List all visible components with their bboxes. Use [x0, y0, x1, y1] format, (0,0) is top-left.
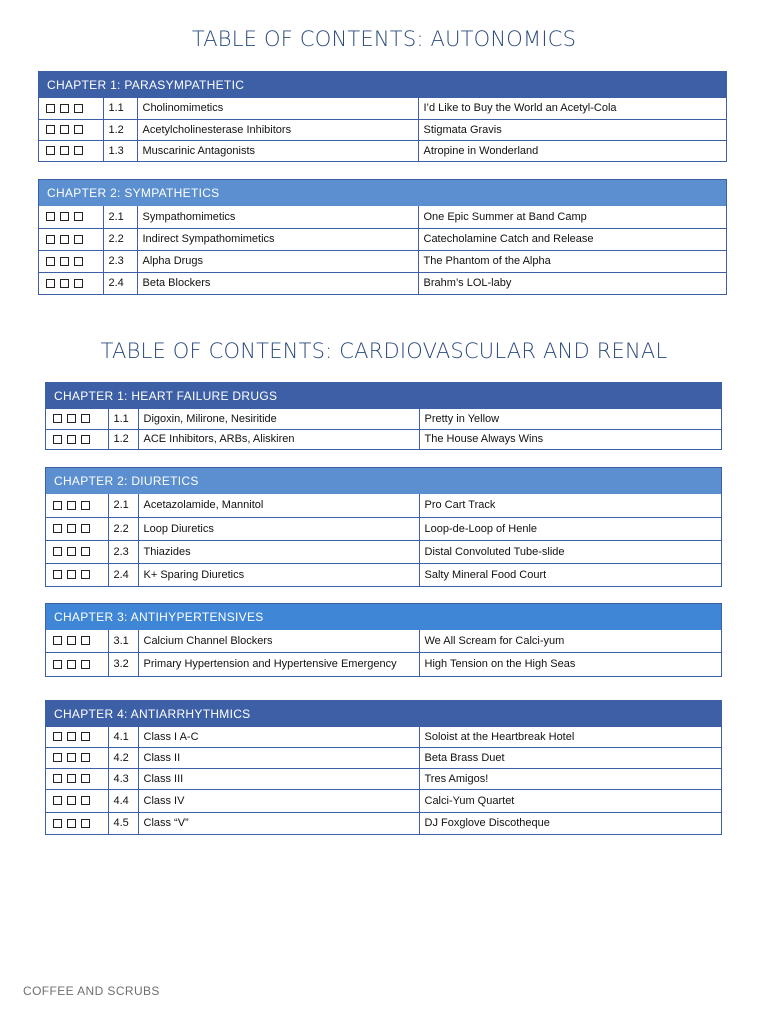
- section-number: 1.1: [103, 98, 137, 119]
- table-row: [46, 630, 721, 652]
- section-number: 1.3: [103, 140, 137, 161]
- chapter-header: CHAPTER 1: HEART FAILURE DRUGS: [46, 383, 721, 409]
- table-row: [46, 517, 721, 540]
- checkbox[interactable]: [81, 636, 90, 645]
- checkbox-group: [46, 652, 108, 676]
- section-number: 3.1: [108, 630, 138, 652]
- section-number: 2.3: [108, 540, 138, 563]
- checkbox[interactable]: [81, 660, 90, 669]
- section-story: Salty Mineral Food Court: [419, 563, 721, 586]
- section-topic: Thiazides: [138, 540, 419, 563]
- checkbox[interactable]: [67, 524, 76, 533]
- checkbox[interactable]: [67, 570, 76, 579]
- section-topic: Sympathomimetics: [137, 206, 418, 228]
- chapter-sympathetics: [38, 179, 727, 295]
- checkbox-group: [46, 409, 108, 429]
- checkbox[interactable]: [67, 732, 76, 741]
- checkbox[interactable]: [60, 279, 69, 288]
- section-story: Loop-de-Loop of Henle: [419, 517, 721, 540]
- checkbox[interactable]: [81, 753, 90, 762]
- table-row: [46, 812, 721, 834]
- checkbox[interactable]: [74, 212, 83, 221]
- section-number: 4.3: [108, 768, 138, 789]
- checkbox-group: [46, 517, 108, 540]
- section-topic: Calcium Channel Blockers: [138, 630, 419, 652]
- checkbox-group: [46, 727, 108, 747]
- chapter-parasympathetic: [38, 71, 727, 162]
- checkbox[interactable]: [46, 257, 55, 266]
- section-topic: Alpha Drugs: [137, 250, 418, 272]
- chapter-table: [46, 630, 721, 676]
- autonomics-title: TABLE OF CONTENTS: AUTONOMICS: [191, 27, 577, 51]
- chapter-table: [46, 727, 721, 834]
- checkbox[interactable]: [53, 774, 62, 783]
- section-story: Pro Cart Track: [419, 494, 721, 517]
- checkbox[interactable]: [46, 212, 55, 221]
- checkbox[interactable]: [53, 819, 62, 828]
- checkbox[interactable]: [60, 257, 69, 266]
- checkbox-group: [39, 272, 103, 294]
- table-row: [46, 747, 721, 768]
- section-number: 2.2: [108, 517, 138, 540]
- section-number: 1.1: [108, 409, 138, 429]
- checkbox[interactable]: [53, 660, 62, 669]
- checkbox[interactable]: [46, 279, 55, 288]
- chapter-table: [46, 494, 721, 586]
- checkbox[interactable]: [67, 435, 76, 444]
- section-number: 1.2: [108, 429, 138, 449]
- checkbox[interactable]: [67, 753, 76, 762]
- table-row: [46, 429, 721, 449]
- section-story: Beta Brass Duet: [419, 747, 721, 768]
- checkbox[interactable]: [81, 570, 90, 579]
- section-number: 4.2: [108, 747, 138, 768]
- chapter-header: CHAPTER 3: ANTIHYPERTENSIVES: [46, 604, 721, 630]
- checkbox[interactable]: [53, 732, 62, 741]
- checkbox[interactable]: [60, 212, 69, 221]
- section-story: Brahm’s LOL-laby: [418, 272, 726, 294]
- checkbox-group: [39, 98, 103, 119]
- chapter-heart-failure-drugs: [45, 382, 722, 450]
- table-row: [39, 228, 726, 250]
- section-topic: Acetylcholinesterase Inhibitors: [137, 119, 418, 140]
- table-row: [39, 119, 726, 140]
- checkbox[interactable]: [53, 435, 62, 444]
- section-topic: Class “V”: [138, 812, 419, 834]
- checkbox-group: [46, 429, 108, 449]
- section-number: 2.3: [103, 250, 137, 272]
- table-row: [46, 727, 721, 747]
- section-story: Tres Amigos!: [419, 768, 721, 789]
- checkbox[interactable]: [81, 732, 90, 741]
- section-topic: Muscarinic Antagonists: [137, 140, 418, 161]
- section-story: Pretty in Yellow: [419, 409, 721, 429]
- table-row: [39, 140, 726, 161]
- checkbox[interactable]: [74, 235, 83, 244]
- table-row: [39, 206, 726, 228]
- section-number: 2.1: [108, 494, 138, 517]
- checkbox-group: [46, 540, 108, 563]
- table-row: [46, 494, 721, 517]
- section-story: The Phantom of the Alpha: [418, 250, 726, 272]
- checkbox[interactable]: [53, 570, 62, 579]
- section-number: 4.1: [108, 727, 138, 747]
- table-row: [46, 789, 721, 812]
- section-story: Stigmata Gravis: [418, 119, 726, 140]
- checkbox[interactable]: [81, 524, 90, 533]
- section-topic: Loop Diuretics: [138, 517, 419, 540]
- section-number: 4.4: [108, 789, 138, 812]
- section-story: We All Scream for Calci-yum: [419, 630, 721, 652]
- checkbox-group: [46, 789, 108, 812]
- section-number: 4.5: [108, 812, 138, 834]
- checkbox[interactable]: [74, 146, 83, 155]
- checkbox[interactable]: [74, 279, 83, 288]
- section-topic: K+ Sparing Diuretics: [138, 563, 419, 586]
- checkbox-group: [46, 812, 108, 834]
- section-topic: ACE Inhibitors, ARBs, Aliskiren: [138, 429, 419, 449]
- section-story: Calci-Yum Quartet: [419, 789, 721, 812]
- checkbox[interactable]: [60, 104, 69, 113]
- checkbox-group: [39, 140, 103, 161]
- checkbox-group: [39, 228, 103, 250]
- chapter-header: CHAPTER 1: PARASYMPATHETIC: [39, 72, 726, 98]
- checkbox[interactable]: [81, 414, 90, 423]
- checkbox-group: [39, 119, 103, 140]
- checkbox[interactable]: [74, 257, 83, 266]
- section-topic: Primary Hypertension and Hypertensive Emergency: [138, 652, 419, 676]
- table-row: [46, 652, 721, 676]
- section-number: 2.1: [103, 206, 137, 228]
- section-number: 1.2: [103, 119, 137, 140]
- checkbox[interactable]: [81, 435, 90, 444]
- chapter-antihypertensives: [45, 603, 722, 677]
- table-row: [46, 563, 721, 586]
- checkbox-group: [46, 747, 108, 768]
- checkbox[interactable]: [53, 636, 62, 645]
- chapter-table: [39, 98, 726, 161]
- checkbox[interactable]: [53, 753, 62, 762]
- checkbox[interactable]: [67, 636, 76, 645]
- chapter-diuretics: [45, 467, 722, 587]
- section-story: DJ Foxglove Discotheque: [419, 812, 721, 834]
- checkbox[interactable]: [67, 547, 76, 556]
- section-topic: Cholinomimetics: [137, 98, 418, 119]
- checkbox[interactable]: [60, 146, 69, 155]
- section-number: 2.4: [108, 563, 138, 586]
- checkbox[interactable]: [67, 501, 76, 510]
- table-row: [39, 98, 726, 119]
- section-topic: Indirect Sympathomimetics: [137, 228, 418, 250]
- section-story: Distal Convoluted Tube-slide: [419, 540, 721, 563]
- checkbox[interactable]: [74, 125, 83, 134]
- section-topic: Class IV: [138, 789, 419, 812]
- checkbox[interactable]: [53, 524, 62, 533]
- chapter-antiarrhythmics: [45, 700, 722, 835]
- section-topic: Acetazolamide, Mannitol: [138, 494, 419, 517]
- cardio-title: TABLE OF CONTENTS: CARDIOVASCULAR AND RENAL: [100, 339, 668, 363]
- checkbox[interactable]: [74, 104, 83, 113]
- chapter-header: CHAPTER 2: DIURETICS: [46, 468, 721, 494]
- checkbox[interactable]: [81, 774, 90, 783]
- chapter-header: CHAPTER 2: SYMPATHETICS: [39, 180, 726, 206]
- section-number: 2.2: [103, 228, 137, 250]
- checkbox-group: [46, 494, 108, 517]
- checkbox[interactable]: [67, 796, 76, 805]
- checkbox-group: [46, 630, 108, 652]
- section-topic: Digoxin, Milirone, Nesiritide: [138, 409, 419, 429]
- table-row: [39, 250, 726, 272]
- checkbox[interactable]: [81, 796, 90, 805]
- section-story: One Epic Summer at Band Camp: [418, 206, 726, 228]
- checkbox[interactable]: [46, 146, 55, 155]
- footer-brand: COFFEE AND SCRUBS: [23, 984, 160, 998]
- section-topic: Class III: [138, 768, 419, 789]
- checkbox-group: [39, 250, 103, 272]
- checkbox[interactable]: [53, 501, 62, 510]
- checkbox[interactable]: [67, 660, 76, 669]
- section-topic: Class II: [138, 747, 419, 768]
- checkbox-group: [39, 206, 103, 228]
- checkbox[interactable]: [46, 235, 55, 244]
- table-row: [46, 409, 721, 429]
- section-number: 3.2: [108, 652, 138, 676]
- checkbox-group: [46, 768, 108, 789]
- checkbox[interactable]: [53, 547, 62, 556]
- table-row: [46, 540, 721, 563]
- table-row: [46, 768, 721, 789]
- checkbox[interactable]: [46, 104, 55, 113]
- checkbox[interactable]: [67, 774, 76, 783]
- table-row: [39, 272, 726, 294]
- checkbox[interactable]: [81, 819, 90, 828]
- section-topic: Class I A-C: [138, 727, 419, 747]
- section-number: 2.4: [103, 272, 137, 294]
- section-story: Catecholamine Catch and Release: [418, 228, 726, 250]
- checkbox[interactable]: [67, 819, 76, 828]
- section-story: The House Always Wins: [419, 429, 721, 449]
- section-story: I’d Like to Buy the World an Acetyl-Cola: [418, 98, 726, 119]
- checkbox[interactable]: [53, 414, 62, 423]
- chapter-table: [46, 409, 721, 449]
- checkbox[interactable]: [67, 414, 76, 423]
- section-story: Soloist at the Heartbreak Hotel: [419, 727, 721, 747]
- section-topic: Beta Blockers: [137, 272, 418, 294]
- checkbox[interactable]: [46, 125, 55, 134]
- chapter-table: [39, 206, 726, 294]
- checkbox[interactable]: [60, 125, 69, 134]
- checkbox[interactable]: [81, 501, 90, 510]
- checkbox[interactable]: [53, 796, 62, 805]
- section-story: High Tension on the High Seas: [419, 652, 721, 676]
- section-story: Atropine in Wonderland: [418, 140, 726, 161]
- checkbox[interactable]: [60, 235, 69, 244]
- checkbox[interactable]: [81, 547, 90, 556]
- checkbox-group: [46, 563, 108, 586]
- chapter-header: CHAPTER 4: ANTIARRHYTHMICS: [46, 701, 721, 727]
